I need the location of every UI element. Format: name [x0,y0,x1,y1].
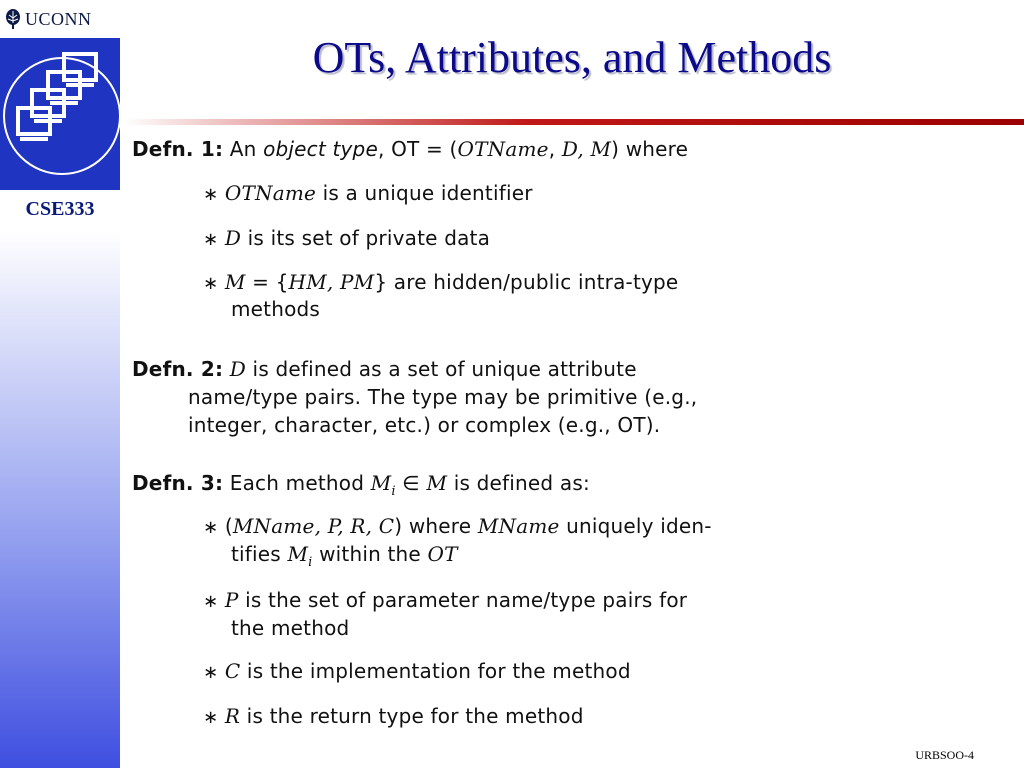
network-computers-icon [0,38,120,190]
defn1-bullet1 [203,181,533,205]
defn3-bullet1 [203,514,712,538]
bullet-math: P [224,588,239,612]
defn2-line2: name/type pairs. The type may be primitive (e.g., [188,385,698,409]
bullet-math: C [224,659,241,683]
defn3-bullet2-cont: the method [231,616,350,640]
defn2-line3: integer, character, etc.) or complex (e.g., OT). [188,413,661,437]
defn1-text: , [548,137,562,161]
defn3-label: Defn. 3: [132,471,224,495]
bullet-icon: ∗ [203,591,219,612]
defn1-bullet3-cont: methods [231,297,321,321]
bullet-icon: ∗ [203,229,219,250]
defn1-label: Defn. 1: [132,137,224,161]
bullet-math: M [224,270,246,294]
bullet-icon: ∗ [203,662,219,683]
defn3-bullet2 [203,588,687,612]
defn2-text: is defined as a set of unique attribute [246,357,637,381]
bullet-text: = { [245,270,289,294]
defn1-text: , OT = ( [377,137,458,161]
defn2-label: Defn. 2: [132,357,224,381]
defn3-math: M [426,471,448,495]
bullet-math: MName, P, R, C [232,514,395,538]
slide-title: OTs, Attributes, and Methods [312,33,832,82]
bullet-text: within the [312,542,428,566]
sidebar [0,0,120,768]
defn3-math: M [370,471,392,495]
bullet-math: MName [477,514,560,538]
bullet-text: is its set of private data [241,226,491,250]
bullet-text: is the set of parameter name/type pairs for [238,588,688,612]
bullet-text: is the return type for the method [240,704,584,728]
oak-leaf-icon [4,8,22,30]
bullet-text: ( [224,514,233,538]
defn1-math: D, M [561,137,612,161]
defn1-line1 [132,137,688,161]
defn3-text: is defined as: [447,471,590,495]
defn1-text: An [229,137,264,161]
bullet-icon: ∗ [203,184,219,205]
defn1-text: ) where [611,137,689,161]
bullet-math: M [287,542,309,566]
title-divider [122,119,1024,125]
defn1-term: object type [263,137,378,161]
defn1-math: OTName [457,137,549,161]
bullet-math: D [224,226,242,250]
bullet-math: R [224,704,241,728]
uconn-label: UCONN [25,8,92,29]
bullet-text: uniquely iden- [559,514,712,538]
bullet-text: is a unique identifier [316,181,533,205]
slide-footer: URBSOO-4 [915,748,974,762]
defn2-line1 [132,357,637,381]
bullet-text: } are hidden/public intra-type [374,270,679,294]
bullet-text: ) where [394,514,478,538]
department-logo [0,38,120,190]
bullet-math: HM, PM [288,270,375,294]
bullet-icon: ∗ [203,273,219,294]
bullet-icon: ∗ [203,517,219,538]
bullet-icon: ∗ [203,707,219,728]
defn3-text: Each method [229,471,371,495]
course-label: CSE333 [25,198,95,220]
defn3-bullet3 [203,659,631,683]
defn3-bullet4 [203,704,584,728]
defn1-bullet3 [203,270,678,294]
uconn-brand [4,5,92,33]
bullet-text: tifies [231,542,288,566]
defn3-text: ∈ [395,471,427,495]
defn1-bullet2 [203,226,490,250]
bullet-math: OTName [224,181,317,205]
defn3-subscript: i [391,484,396,499]
defn3-bullet1-cont [231,542,458,570]
defn3-line1 [132,471,590,499]
defn2-math: D [229,357,246,381]
bullet-math: OT [427,542,458,566]
bullet-subscript: i [308,555,313,570]
bullet-text: is the implementation for the method [240,659,631,683]
